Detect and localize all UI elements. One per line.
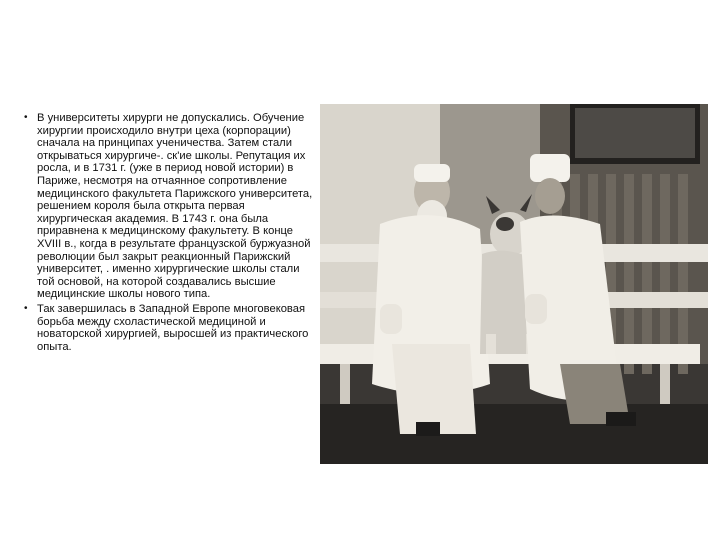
bullet-item-2 [12,303,317,353]
text-block [12,112,317,355]
bullet-text-1: В университеты хирурги не допускались. Обучение хирургии происходило внутри цеха (корпорации) сначала на принципах ученичества. Затем стали открываться хирургиче-. ск'ие школы. Репутация их росла, и в 1731 г. (уже в период новой истории) в Париже, несмотря на отчаянное сопротивление медицинского факультета Парижского университета, решением короля была открыта первая хирургическая академия. В 1743 г. она была приравнена к медицинскому факультету. В конце XVIII в., когда в результате французской буржуазной революции был закрыт реакционный Парижский университет, . именно хирургические школы стали той основой, на которой создавались высшие медицинские школы нового типа. [37,112,313,301]
bullet-text-2: Так завершилась в Западной Европе многовековая борьба между схоластической медициной и новаторской хирургией, выросшей из практического опыта. [37,302,309,353]
historical-photo-surgeons-with-dog [320,104,708,464]
bullet-icon: • [24,302,28,314]
bullet-icon: • [24,112,28,123]
bullet-list [12,112,317,353]
bullet-item-1 [12,112,317,301]
